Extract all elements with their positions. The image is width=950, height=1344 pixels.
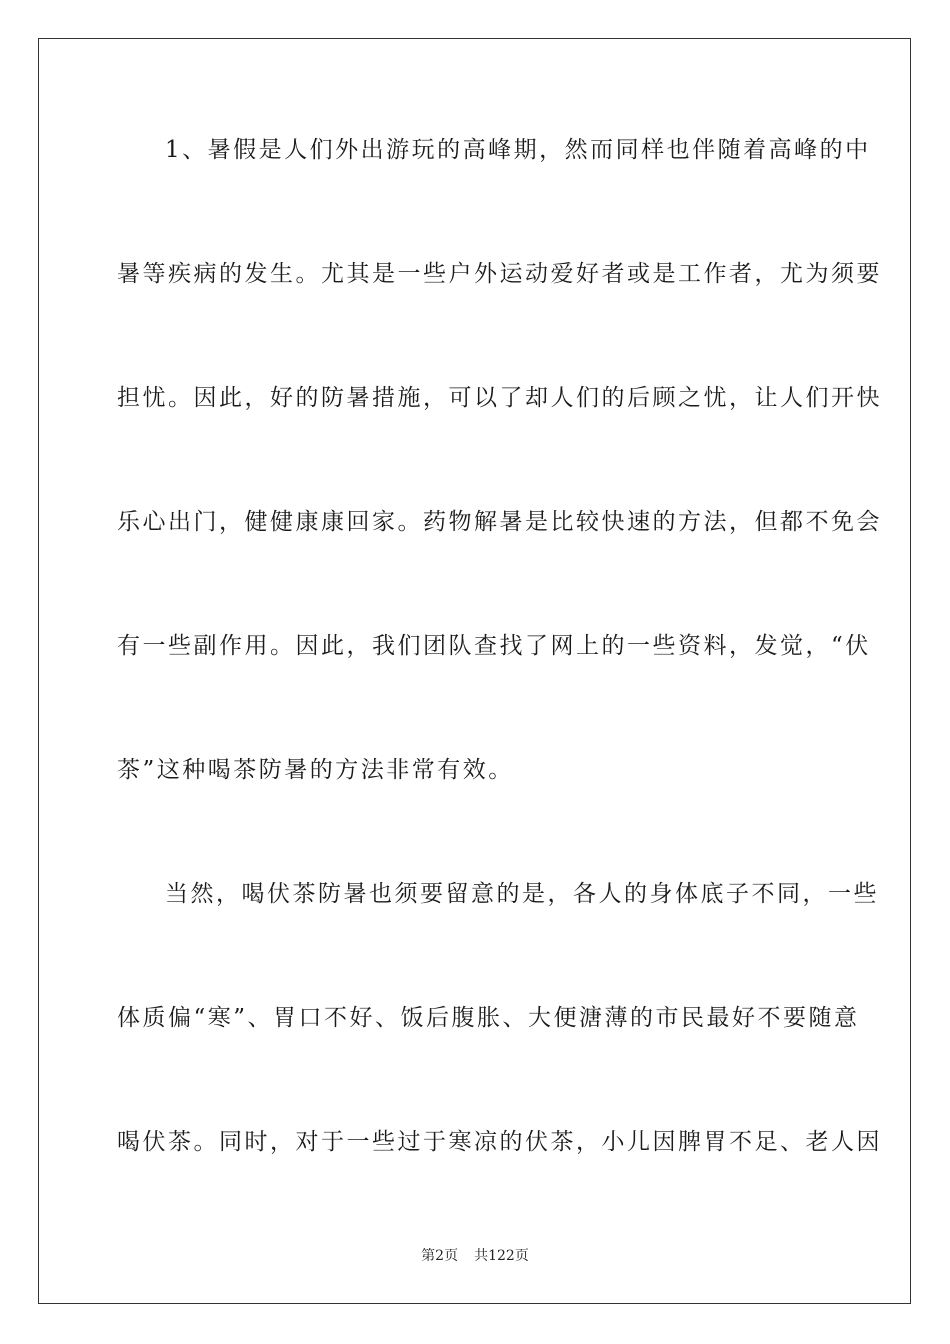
paragraph-line: 有一些副作用。因此，我们团队查找了网上的一些资料，发觉，“伏 — [117, 633, 871, 659]
page-footer — [0, 1246, 950, 1266]
paragraph-line: 当然，喝伏茶防暑也须要留意的是，各人的身体底子不同，一些 — [165, 881, 879, 907]
paragraph-line: 茶”这种喝茶防暑的方法非常有效。 — [117, 757, 514, 783]
paragraph-line: 1、暑假是人们外出游玩的高峰期，然而同样也伴随着高峰的中 — [165, 137, 871, 163]
paragraph-line: 乐心出门，健健康康回家。药物解暑是比较快速的方法，但都不免会 — [117, 509, 882, 535]
page-number: 第2页 — [421, 1248, 459, 1264]
paragraph-line: 喝伏茶。同时，对于一些过于寒凉的伏茶，小儿因脾胃不足、老人因 — [117, 1129, 882, 1155]
paragraph-line: 暑等疾病的发生。尤其是一些户外运动爱好者或是工作者，尤为须要 — [117, 261, 882, 287]
paragraph-line: 担忧。因此，好的防暑措施，可以了却人们的后顾之忧，让人们开快 — [117, 385, 882, 411]
page-frame — [38, 38, 911, 1304]
paragraph-line: 体质偏“寒”、胃口不好、饭后腹胀、大便溏薄的市民最好不要随意 — [117, 1005, 860, 1031]
page-total: 共122页 — [474, 1248, 529, 1264]
